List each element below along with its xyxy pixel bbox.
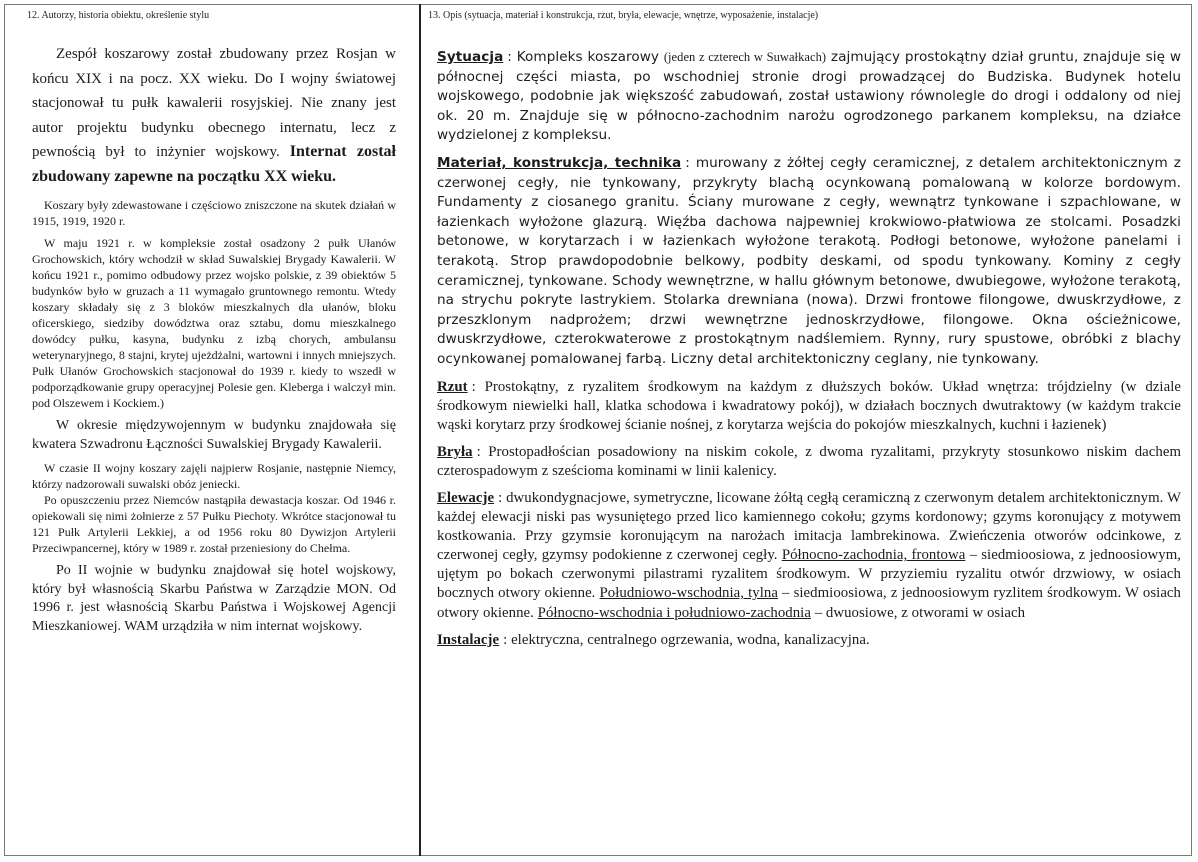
elewacje-text-1: : dwukondygnacjowe, symetryczne, licowane żółtą cegłą ceramiczną z czerwonym detalem architektonicznym. W każdej elewacji niski pas wysuniętego przed lico kamiennego cokołu; gzyms kordonowy; gzyms koronujący z motywem kostkowania. Przy gzymsie koronującym na narożach imitacja lambrekinowa. Zwieńczenia otworów odcinkowe, z czerwonej cegły, gzymsy podokienne z czerwonej cegły.	[437, 489, 1181, 564]
elewacje-front: Północno-zachodnia, frontowa	[781, 547, 966, 564]
section-material	[437, 154, 1181, 370]
bryla-text: : Prostopadłościan posadowiony na niskim cokole, z dwoma ryzalitami, przykryty stosunkowo niskim dachem czterospadowym z sześcioma kominami w linii kalenicy.	[437, 443, 1181, 479]
sytuacja-text-1: : Kompleks koszarowy	[507, 49, 664, 65]
material-text: : murowany z żółtej cegły ceramicznej, z detalem architektonicznym z czerwonej cegły, nie tynkowany, przykryty blachą ocynkowaną pomalowaną w kolorze bordowym. Fundamenty z ciosanego granitu. Ściany murowane z cegły, wewnątrz tynkowane i szpachlowane, w łazienkach wyłożone glazurą. Więźba dachowa najpewniej krokwiowo-płatwiowa ze stolcami. Posadzki betonowe, w korytarzach i w łazienkach wyłożone terakotą. Podłogi betonowe, wyłożone panelami i terakotą. Strop prawdopodobnie belkowy, podbity deskami, od spodu tynkowany. Kominy z cegły ceramicznej, tynkowane. Schody wewnętrzne, w hallu głównym betonowe, dwubiegowe, wyłożone terakotą, na strychu pokryte lastrykiem. Stolarka drewniana (nowa). Drzwi frontowe filongowe, dwuskrzydłowe, z przeszklonym nadprożem; drzwi wewnętrzne jednoskrzydłowe, filongowe. Okna ościeżnicowe, dwuskrzydłowe, czterokwaterowe z prostokątnym nadślemiem. Rynny, rury spustowe, obróbki z blachy ocynkowanej pomalowanej farbą. Liczny detal architektoniczny ceglany, nie tynkowany.	[437, 154, 1181, 367]
label-material: Materiał, konstrukcja, technika	[437, 154, 682, 171]
section-elewacje	[437, 489, 1181, 623]
history-paragraph-2: Koszary były zdewastowane i częściowo zniszczone na skutek działań w 1915, 1919, 1920 r.	[32, 198, 396, 228]
elewacje-back: Południowo-wschodnia, tylna	[599, 585, 778, 602]
elewacje-sides: Północno-wschodnia i południowo-zachodnia	[537, 604, 811, 621]
history-paragraph-7: Po II wojnie w budynku znajdował się hotel wojskowy, który był własnością Skarbu Państwa w Zarządzie MON. Od 1996 r. jest własnością Skarbu Państwa i Wojskowej Agencji Mieszkaniowej. WAM urządziła w nim internat wojskowy.	[32, 563, 396, 634]
elewacje-text-4: – dwuosiowe, z otworami w osiach	[810, 604, 1026, 621]
section-rzut	[437, 378, 1181, 435]
left-body	[32, 42, 396, 636]
elewacje-text-2: – siedmioosiowa, z jednoosiowym, ujętym po bokach czerwonymi pilastrami ryzalitem środkowym. W przyziemiu ryzalitu otwór drzwiowy, w osiach bocznych otwory okienne.	[437, 547, 1182, 602]
history-paragraph-6: Po opuszczeniu przez Niemców nastąpiła dewastacja koszar. Od 1946 r. opiekowali się nimi żołnierze z 57 Pułku Piechoty. Wkrótce stacjonował tu 121 Pułk Artylerii Lekkiej, a od 1956 roku 80 Dywizjon Artylerii Przeciwpancernej, który w 1989 r. został przeniesiony do Chełma.	[32, 493, 396, 555]
history-paragraph-3: W maju 1921 r. w kompleksie został osadzony 2 pułk Ułanów Grochowskich, który wchodził w skład Suwalskiej Brygady Kawalerii. W końcu 1921 r., pomimo odbudowy przez wojsko polskie, z 39 obiektów 5 budynków było w gruzach a 11 wymagało gruntownego remontu. Wtedy koszary składały się z 3 bloków mieszkalnych dla ułanów, bloku oficerskiego, siedziby dowództwa oraz sztabu, domu mieszkalnego dowódcy pułku, kasyna, budynku z izbą chorych, ambulansu weterynaryjnego, 8 stajni, krytej ujeżdżalni, wartowni i innych mniejszych. Pułk Ułanów Grochowskich stacjonował do 1939 r. kiedy to wszedł w podporządkowanie grupy operacyjnej Polesie gen. Kleberga i walczył min. pod Olszewem i Kockiem.)	[32, 236, 396, 410]
section-instalacje	[437, 631, 1181, 650]
history-paragraph-1-bold: Internat został zbudowany zapewne na początku XX wieku.	[32, 143, 396, 185]
right-section-header: 13. Opis (sytuacja, materiał i konstrukcja, rzut, bryła, elewacje, wnętrze, wyposażenie, instalacje)	[428, 10, 819, 21]
section-sytuacja	[437, 48, 1181, 146]
right-body	[437, 48, 1181, 650]
rzut-text: : Prostokątny, z ryzalitem środkowym na każdym z dłuższych boków. Układ wnętrza: trójdzielny (w dziale środkowym niewielki hall, klatka schodowa i kwadratowy pokój), w działach bocznych dwutraktowy (w każdym trakcie wąski korytarz przy środkowej ścianie nośnej, z korytarza wejścia do pokojów mieszkalnych, kuchni i łazienek)	[437, 378, 1181, 433]
label-bryla: Bryła	[437, 443, 473, 460]
history-paragraph-4: W okresie międzywojennym w budynku znajdowała się kwatera Szwadronu Łączności Suwalskiej Brygady Kawalerii.	[32, 418, 396, 452]
column-divider	[419, 4, 421, 856]
label-sytuacja: Sytuacja	[437, 49, 504, 65]
sytuacja-text-2: (jeden z czterech w Suwałkach)	[663, 50, 827, 64]
section-bryla	[437, 443, 1181, 481]
history-paragraph-1	[32, 42, 396, 189]
label-instalacje: Instalacje	[437, 631, 500, 648]
elewacje-text-3: – siedmioosiowa, z jednoosiowym ryzlitem środkowym. W osiach otwory okienne.	[437, 585, 1181, 621]
label-rzut: Rzut	[437, 378, 468, 395]
history-paragraph-5: W czasie II wojny koszary zajęli najpierw Rosjanie, następnie Niemcy, którzy nadzorowali suwalski obóz jeniecki.	[32, 461, 396, 491]
instalacje-text: : elektryczna, centralnego ogrzewania, wodna, kanalizacyjna.	[503, 631, 870, 648]
sytuacja-text-3: zajmujący prostokątny dział gruntu, znajduje się w północnej części miasta, po wschodniej stronie drogi prowadzącej do Budziska. Budynek hotelu wojskowego, podobnie jak większość zabudowań, został ustawiony równolegle do drogi i oddalony od niej ok. 20 m. Znajduje się w północno-zachodnim narożu ogrodzonego parkanem kompleksu, na działce wydzielonej z kompleksu.	[437, 49, 1182, 144]
label-elewacje: Elewacje	[437, 489, 495, 506]
left-section-header: 12. Autorzy, historia obiektu, określenie stylu	[27, 10, 210, 21]
history-paragraph-1-text: Zespół koszarowy został zbudowany przez Rosjan w końcu XIX i na pocz. XX wieku. Do I wojny światowej stacjonował tu pułk kawalerii rosyjskiej. Nie znany jest autor projektu budynku obecnego internatu, lecz z pewnością był to inżynier wojskowy.	[32, 46, 396, 160]
